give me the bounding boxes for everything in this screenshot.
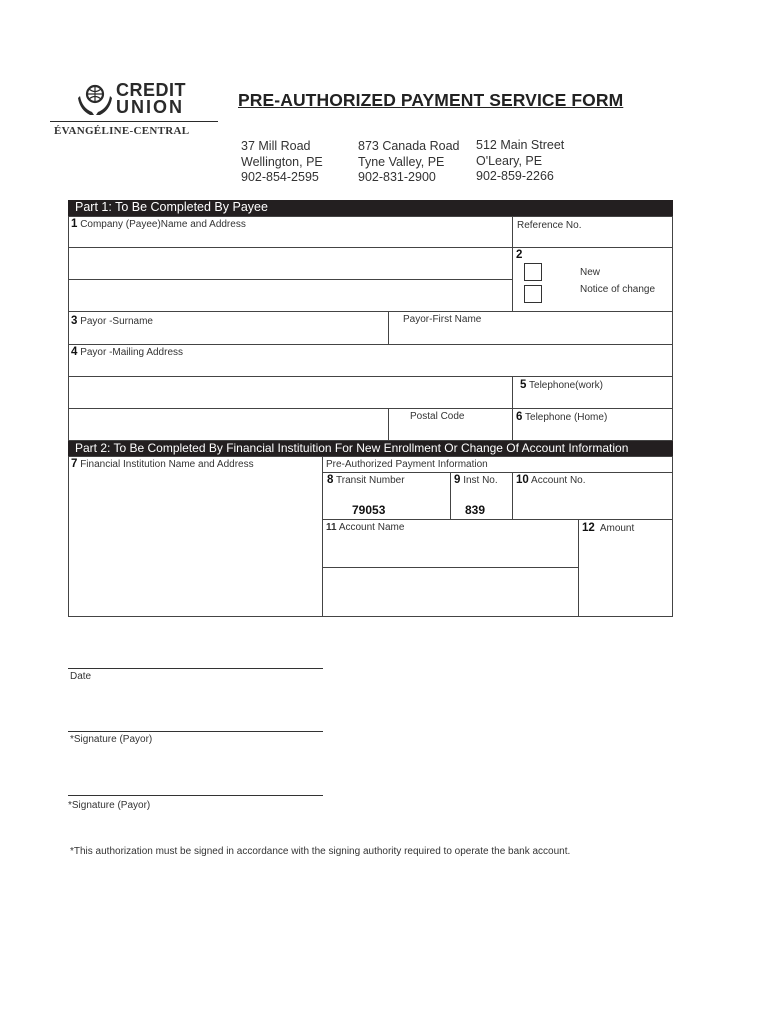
- signature-label-2: *Signature (Payor): [68, 800, 151, 811]
- field-label: Transit Number: [336, 475, 405, 486]
- branch-street: 873 Canada Road: [358, 139, 460, 153]
- first-name-label: Payor-First Name: [403, 314, 482, 325]
- reference-no-label: Reference No.: [517, 220, 582, 231]
- field-number: 10: [516, 474, 529, 486]
- field-label: Amount: [599, 523, 635, 534]
- field-label: Telephone (Home): [525, 412, 608, 423]
- signature-line-2[interactable]: [68, 795, 323, 796]
- part1-header: Part 1: To Be Completed By Payee: [68, 200, 673, 216]
- field-number: 7: [71, 458, 78, 470]
- field-label: Financial Institution Name and Address: [80, 459, 254, 470]
- logo-swoosh: [50, 121, 218, 122]
- date-label: Date: [70, 671, 92, 682]
- branch-town: Wellington, PE: [241, 154, 323, 169]
- payee-address-line-2[interactable]: [68, 279, 513, 312]
- field-label: Payor -Surname: [80, 316, 153, 327]
- field-label: Company (Payee)Name and Address: [80, 219, 246, 230]
- date-line[interactable]: [68, 668, 323, 669]
- field-number: 8: [327, 474, 334, 486]
- field-3-label: [71, 315, 153, 327]
- field-6-label: [516, 411, 607, 423]
- logo-union-text: UNION: [116, 97, 184, 117]
- branch-town: O'Leary, PE: [476, 153, 543, 168]
- form-title: PRE-AUTHORIZED PAYMENT SERVICE FORM: [238, 90, 624, 110]
- new-option-label: New: [580, 267, 601, 278]
- field-7-label: [71, 458, 254, 470]
- signing-authority-footnote: *This authorization must be signed in accordance with the signing authority required to operate the bank account.: [70, 846, 571, 857]
- postal-code-label: Postal Code: [410, 411, 465, 422]
- branch-phone: 902-854-2595: [241, 170, 319, 184]
- field-12-label: [582, 522, 634, 534]
- field-11-label: [326, 522, 404, 533]
- field-4-label: [71, 346, 183, 358]
- part2-header: Part 2: To Be Completed By Financial Instituition For New Enrollment Or Change Of Account Information: [68, 441, 673, 457]
- branch-street: 37 Mill Road: [241, 139, 311, 153]
- notice-of-change-label: Notice of change: [580, 284, 656, 295]
- field-label: Telephone(work): [529, 380, 603, 391]
- credit-union-hands-icon: [78, 82, 112, 116]
- transit-number-value: 79053: [352, 503, 386, 517]
- field-10-label: [516, 474, 586, 486]
- branch-address-2: [358, 139, 459, 186]
- field-number: 12: [582, 522, 595, 534]
- payor-address-line-3[interactable]: [68, 408, 389, 441]
- logo-credit-text: CREDIT: [116, 80, 186, 100]
- inst-no-value: 839: [465, 503, 486, 517]
- account-name-line-2[interactable]: [322, 567, 579, 617]
- field-label: Account No.: [531, 475, 586, 486]
- field-label: Inst No.: [463, 475, 498, 486]
- field-number: 3: [71, 315, 78, 327]
- branch-address-1: [241, 139, 323, 186]
- field-number: 5: [520, 379, 527, 391]
- payor-address-line-2[interactable]: [68, 376, 513, 409]
- field-label: Payor -Mailing Address: [80, 347, 184, 358]
- field-5-label: [520, 379, 603, 391]
- signature-line-1[interactable]: [68, 731, 323, 732]
- field-1-label: [71, 218, 246, 230]
- notice-of-change-checkbox[interactable]: [524, 285, 542, 303]
- field-2-label: [516, 249, 522, 261]
- branch-address-3: [476, 138, 564, 185]
- field-9-label: [454, 474, 498, 486]
- signature-label-1: *Signature (Payor): [70, 734, 153, 745]
- field-number: 11: [326, 522, 337, 533]
- field-number: 4: [71, 346, 78, 358]
- field-number: 1: [71, 218, 78, 230]
- branch-street: 512 Main Street: [476, 138, 565, 152]
- credit-union-logo: [48, 80, 223, 140]
- branch-town: Tyne Valley, PE: [358, 154, 445, 169]
- field-number: 2: [516, 249, 523, 261]
- field-label: Account Name: [338, 522, 405, 533]
- field-number: 6: [516, 411, 523, 423]
- branch-phone: 902-831-2900: [358, 170, 436, 184]
- branch-phone: 902-859-2266: [476, 169, 554, 183]
- logo-branch-text: ÉVANGÉLINE-CENTRAL: [54, 125, 190, 137]
- payee-address-line-1[interactable]: [68, 247, 513, 280]
- field-number: 9: [454, 474, 461, 486]
- field-8-label: [327, 474, 405, 486]
- pap-info-label: Pre-Authorized Payment Information: [326, 459, 488, 470]
- new-checkbox[interactable]: [524, 263, 542, 281]
